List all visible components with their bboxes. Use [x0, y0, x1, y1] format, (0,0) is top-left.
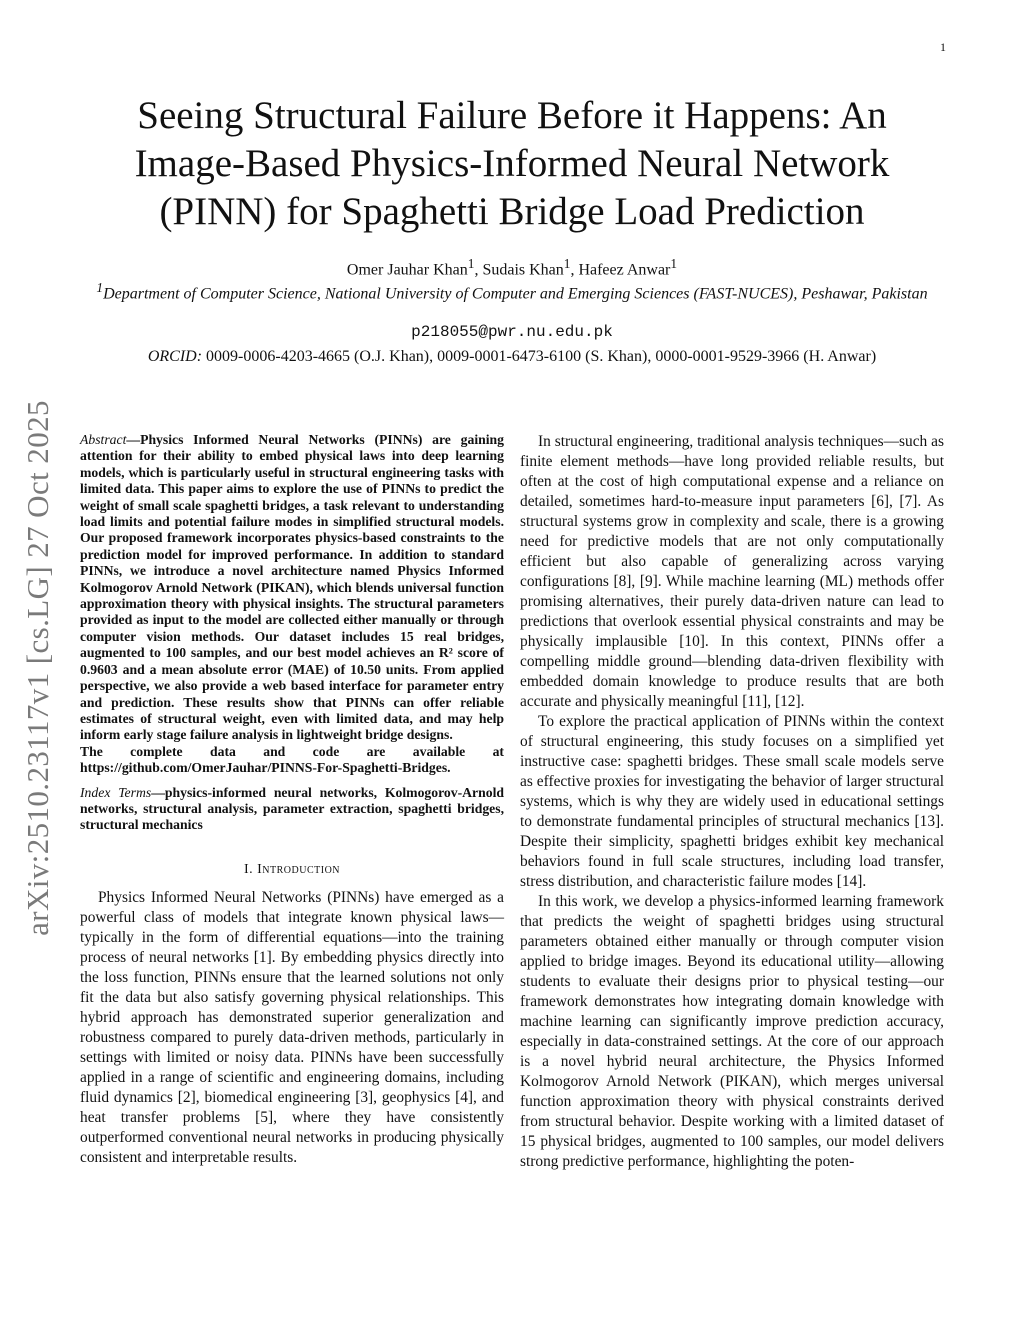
abstract-label: Abstract	[80, 432, 127, 447]
author-3-affil: 1	[670, 256, 678, 271]
section-title: Introduction	[257, 861, 341, 877]
left-column	[80, 432, 504, 1168]
arxiv-stamp	[0, 0, 70, 1325]
section-heading-introduction	[80, 862, 504, 878]
section-number: I.	[243, 861, 254, 877]
author-1: Omer Jauhar Khan	[346, 261, 468, 279]
author-separator: ,	[570, 261, 579, 279]
index-terms	[80, 785, 504, 834]
abstract	[80, 432, 504, 744]
arxiv-stamp-text: arXiv:2510.23117v1 [cs.LG] 27 Oct 2025	[20, 400, 55, 936]
intro-paragraph-3: To explore the practical application of PINNs within the context of structural engineering, this study focuses on a simplified yet instructive case: spaghetti bridges. These small scale models serve as effective proxies for investigating the behavior of larger structural systems, which is why they are widely used in educational settings to demonstrate fundamental principles of structural mechanics [13]. Despite their simplicity, spaghetti bridges exhibit key mechanical behaviors found in full scale structures, including load transfer, stress distribution, and characteristic failure modes [14].	[520, 713, 944, 890]
page-number: 1	[940, 40, 946, 54]
data-availability: The complete data and code are available at https://github.com/OmerJauhar/PINNS-For-Spaghetti-Bridges.	[80, 743, 504, 776]
author-email: p218055@pwr.nu.edu.pk	[411, 323, 613, 341]
index-terms-text: —physics-informed neural networks, Kolmogorov-Arnold networks, structural analysis, parameter extraction, spaghetti bridges, structural mechanics	[80, 784, 505, 833]
abstract-text: —Physics Informed Neural Networks (PINNs) are gaining attention for their ability to embed physical laws into deep learning models, which is particularly useful in structural engineering tasks with limited data. This paper aims to explore the use of PINNs to predict the weight of small scale spaghetti bridges, a task relevant to understanding load limits and potential failure modes in simplified structural models. Our proposed framework incorporates physics-based constraints to the prediction model for improved performance. In addition to standard PINNs, we introduce a novel architecture named Physics Informed Kolmogorov Arnold Network (PIKAN), which blends universal function approximation theory with physical insights. The structural parameters provided as input to the model are collected either manually or through computer vision methods. Our dataset includes 15 real bridges, augmented to 100 samples, and our best model achieves an R² score of 0.9603 and a mean absolute error (MAE) of 10.50 units. From applied perspective, we also provide a web based interface for parameter entry and prediction. These results show that PINNs can offer reliable estimates of structural weight, even with limited data, and may help inform early stage failure analysis in lightweight bridge designs.	[80, 432, 504, 743]
author-2: Sudais Khan	[482, 261, 564, 279]
intro-paragraph-4: In this work, we develop a physics-informed learning framework that predicts the weight of spaghetti bridges using structural parameters obtained either manually or through computer vision applied to bridge images. Beyond its educational utility—allowing students to evaluate their designs prior to physical testing—our framework demonstrates how integrating domain knowledge with machine learning can significantly improve prediction accuracy, especially in data-constrained settings. At the core of our approach is a novel hybrid neural architecture, the Physics Informed Kolmogorov Arnold Network (PIKAN), which merges universal function approximation theory with physical constraints derived from structural behavior. Despite working with a limited dataset of 15 physical bridges, augmented to 100 samples, our model delivers strong predictive performance, highlighting the poten-	[520, 893, 944, 1170]
index-terms-label: Index Terms	[80, 784, 152, 800]
orcid-line	[78, 346, 946, 367]
author-separator: ,	[474, 261, 483, 279]
author-3: Hafeez Anwar	[578, 261, 671, 279]
orcid-label: ORCID:	[147, 348, 203, 365]
intro-paragraph-2: In structural engineering, traditional analysis techniques—such as finite element methods—have long provided reliable results, but often at the cost of high computational expense and a reliance on detailed, sometimes hard-to-measure input parameters [6], [7]. As structural systems grow in complexity and scale, there is a growing need for predictive models that are not only computationally efficient but also capable of generalizing across varying configurations [8], [9]. While machine learning (ML) methods offer promising alternatives, their purely data-driven nature can lead to predictions that overlook essential physical constraints and may be physically implausible [10]. In this context, PINNs offer a compelling middle ground—blending data-driven flexibility with embedded domain knowledge to produce results that are both accurate and physically meaningful [11], [12].	[520, 433, 944, 710]
author-1-affil: 1	[467, 256, 475, 271]
orcid-ids: 0009-0006-4203-4665 (O.J. Khan), 0009-0001-6473-6100 (S. Khan), 0000-0001-9529-3966 (H. Anwar)	[202, 348, 877, 365]
intro-paragraph-1: Physics Informed Neural Networks (PINNs) have emerged as a powerful class of models that integrate known physical laws—typically in the form of differential equations—into the training process of neural networks [1]. By embedding physics directly into the loss function, PINNs ensure that the learned solutions not only fit the data but also satisfy governing physical relationships. This hybrid approach has demonstrated superior generalization and robustness compared to purely data-driven methods, particularly in settings with limited or noisy data. PINNs have been successfully applied in a range of scientific and engineering domains, including fluid dynamics [2], biomedical engineering [3], geophysics [4], and heat transfer problems [5], where they have consistently outperformed conventional neural networks in producing physically consistent and interpretable results.	[80, 888, 504, 1166]
right-column	[520, 432, 944, 1172]
affiliation-marker: 1	[96, 280, 104, 295]
affiliation-text: Department of Computer Science, National University of Computer and Emerging Sciences (FAST-NUCES), Peshawar, Pakistan	[103, 285, 928, 303]
author-2-affil: 1	[563, 256, 571, 271]
paper-title: Seeing Structural Failure Before it Happens: An Image-Based Physics-Informed Neural Network (PINN) for Spaghetti Bridge Load Prediction	[134, 94, 890, 233]
affiliation	[90, 277, 934, 304]
